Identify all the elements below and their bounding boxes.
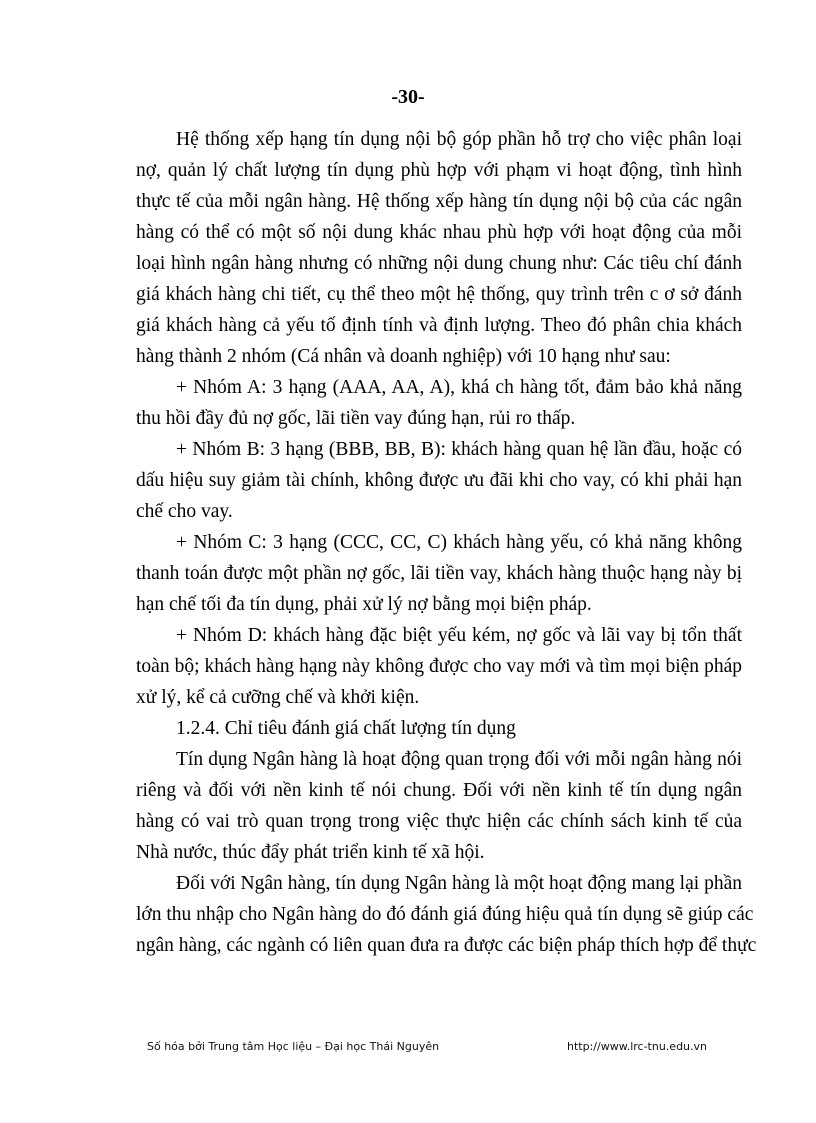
page-number: -30- xyxy=(391,86,425,108)
text-line: lớn thu nhập cho Ngân hàng do đó đánh giá đúng hiệu quả tín dụng sẽ giúp các xyxy=(136,904,754,925)
text-line: thanh toán được một phần nợ gốc, lãi tiền vay, khách hàng thuộc hạng này bị xyxy=(136,563,742,584)
text-line: Đối với Ngân hàng, tín dụng Ngân hàng là một hoạt động mang lại phần xyxy=(176,873,742,894)
footer xyxy=(147,1040,707,1053)
text-line: Hệ thống xếp hạng tín dụng nội bộ góp phần hỗ trợ cho việc phân loại xyxy=(176,129,742,150)
footer-source: Số hóa bởi Trung tâm Học liệu – Đại học Thái Nguyên xyxy=(147,1040,440,1053)
text-line: + Nhóm A: 3 hạng (AAA, AA, A), khá ch hàng tốt, đảm bảo khả năng xyxy=(176,377,742,398)
text-line: xử lý, kể cả cưỡng chế và khởi kiện. xyxy=(136,687,420,708)
text-line: 1.2.4. Chỉ tiêu đánh giá chất lượng tín dụng xyxy=(176,718,516,739)
body-text xyxy=(136,124,757,961)
text-line: loại hình ngân hàng nhưng có những nội dung chung như: Các tiêu chí đánh xyxy=(136,253,742,274)
text-line: ngân hàng, các ngành có liên quan đưa ra được các biện pháp thích hợp để thực xyxy=(136,935,757,956)
text-line: hàng có vai trò quan trọng trong việc thực hiện các chính sách kinh tế của xyxy=(136,811,742,832)
text-line: hàng có thể có một số nội dung khác nhau phù hợp với hoạt động của mỗi xyxy=(136,222,742,243)
text-line: hàng thành 2 nhóm (Cá nhân và doanh nghiệp) với 10 hạng như sau: xyxy=(136,346,671,367)
text-line: chế cho vay. xyxy=(136,501,233,522)
text-line: giá khách hàng cả yếu tố định tính và định lượng. Theo đó phân chia khách xyxy=(136,315,742,336)
text-line: Tín dụng Ngân hàng là hoạt động quan trọng đối với mỗi ngân hàng nói xyxy=(176,749,742,770)
text-line: dấu hiệu suy giảm tài chính, không được ưu đãi khi cho vay, có khi phải hạn xyxy=(136,470,742,491)
text-line: Nhà nước, thúc đẩy phát triển kinh tế xã hội. xyxy=(136,842,485,863)
text-line: thực tế của mỗi ngân hàng. Hệ thống xếp hàng tín dụng nội bộ của các ngân xyxy=(136,191,742,212)
text-line: + Nhóm D: khách hàng đặc biệt yếu kém, nợ gốc và lãi vay bị tổn thất xyxy=(176,625,742,646)
text-line: hạn chế tối đa tín dụng, phải xử lý nợ bằng mọi biện pháp. xyxy=(136,594,592,615)
text-line: + Nhóm C: 3 hạng (CCC, CC, C) khách hàng yếu, có khả năng không xyxy=(176,532,742,553)
text-line: + Nhóm B: 3 hạng (BBB, BB, B): khách hàng quan hệ lần đầu, hoặc có xyxy=(176,439,742,460)
text-line: nợ, quản lý chất lượng tín dụng phù hợp với phạm vi hoạt động, tình hình xyxy=(136,160,742,181)
text-line: thu hồi đầy đủ nợ gốc, lãi tiền vay đúng hạn, rủi ro thấp. xyxy=(136,408,576,429)
text-line: riêng và đối với nền kinh tế nói chung. Đối với nền kinh tế tín dụng ngân xyxy=(136,780,742,801)
text-line: toàn bộ; khách hàng hạng này không được cho vay mới và tìm mọi biện pháp xyxy=(136,656,742,677)
footer-url[interactable]: http://www.lrc-tnu.edu.vn xyxy=(567,1040,707,1053)
text-line: giá khách hàng chi tiết, cụ thể theo một hệ thống, quy trình trên c ơ sở đánh xyxy=(136,284,742,305)
